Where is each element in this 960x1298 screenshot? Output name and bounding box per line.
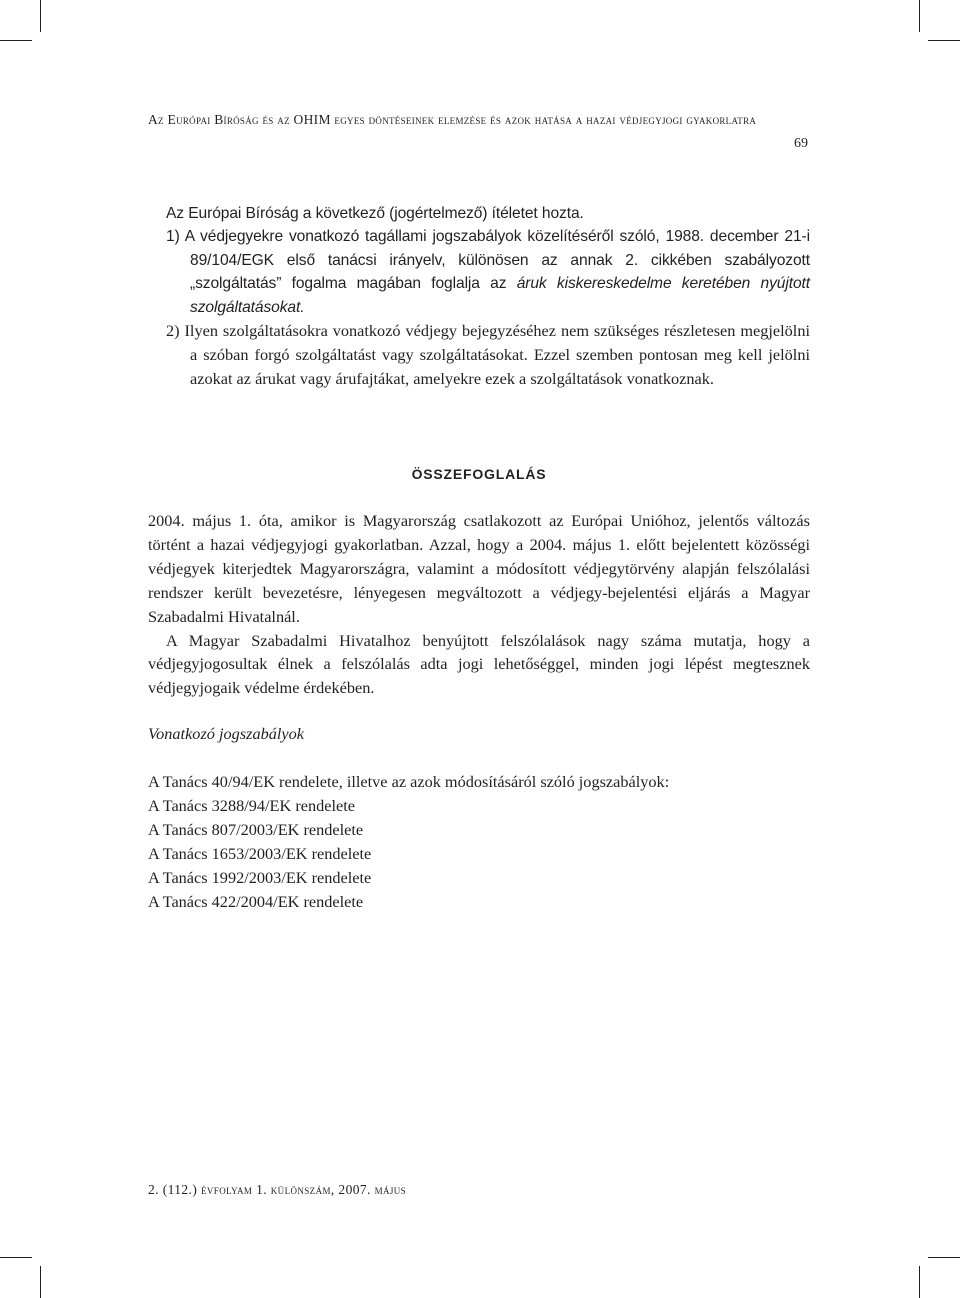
ruling-item-2: 2) Ilyen szolgáltatásokra vonatkozó védjegy bejegyzéséhez nem szükséges részletesen megjelölni a szóban forgó szolgáltatást vagy szolgáltatásokat. Ezzel szemben pontosan meg kell jelölni azokat az árukat vagy árufajtákat, amelyekre ezek a szolgáltatások vonatkoznak. [166, 321, 810, 388]
summary-paragraph-1: 2004. május 1. óta, amikor is Magyarország csatlakozott az Európai Unióhoz, jelentős változás történt a hazai védjegyjogi gyakorlatban. Azzal, hogy a 2004. május 1. előtt bejelentett közösségi védjegyek kiterjedtek Magyarországra, valamint a módosított védjegytörvény alapján felszólalási rendszer került bevezetésre, lényegesen megváltozott a védjegy-bejelentési eljárás a Magyar Szabadalmi Hivatalnál. [148, 511, 810, 626]
summary-paragraph-2: A Magyar Szabadalmi Hivatalhoz benyújtott felszólalások nagy száma mutatja, hogy a védjegyjogosultak élnek a felszólalás adta jogi lehetőséggel, minden jogi lépést megtesznek védjegyjogaik védelme érdekében. [148, 630, 810, 698]
page-number: 69 [794, 136, 808, 151]
list-item: A Tanács 1653/2003/EK rendelete [148, 844, 372, 863]
list-item: A Tanács 3288/94/EK rendelete [148, 796, 355, 815]
crop-mark [40, 1266, 41, 1298]
section-title: ÖSSZEFOGLALÁS [411, 466, 547, 482]
summary-block [148, 509, 810, 700]
crop-mark [919, 0, 920, 32]
running-head: Az Európai Bíróság és az OHIM egyes döntéseinek elemzése és azok hatása a hazai védjegyjogi gyakorlatra [148, 112, 757, 127]
crop-mark [0, 40, 32, 41]
list-item: A Tanács 1992/2003/EK rendelete [148, 868, 372, 887]
law-list [148, 770, 810, 914]
footer: 2. (112.) évfolyam 1. különszám, 2007. május [148, 1182, 407, 1197]
ruling-item-1-emphasis: áruk kiskereskedelme keretében nyújtott szolgáltatásokat. [190, 275, 811, 316]
crop-mark [928, 40, 960, 41]
crop-mark [0, 1257, 32, 1258]
crop-mark [40, 0, 41, 32]
subheading: Vonatkozó jogszabályok [148, 724, 305, 743]
ruling-item-1 [166, 225, 810, 319]
ruling-item-1-text: 1) A védjegyekre vonatkozó tagállami jogszabályok közelítéséről szóló, 1988. december 21-i 89/104/EGK első tanácsi irányelv, különösen az annak 2. cikkében szabályozott „szolgáltatás” fogalma magában foglalja az [166, 228, 810, 293]
ruling-block [166, 202, 810, 319]
crop-mark [928, 1257, 960, 1258]
list-item: A Tanács 422/2004/EK rendelete [148, 892, 364, 911]
ruling-intro: Az Európai Bíróság a következő (jogértelmező) ítéletet hozta. [166, 205, 584, 222]
list-item: A Tanács 807/2003/EK rendelete [148, 820, 364, 839]
list-item: A Tanács 40/94/EK rendelete, illetve az azok módosításáról szóló jogszabályok: [148, 772, 670, 791]
crop-mark [919, 1266, 920, 1298]
